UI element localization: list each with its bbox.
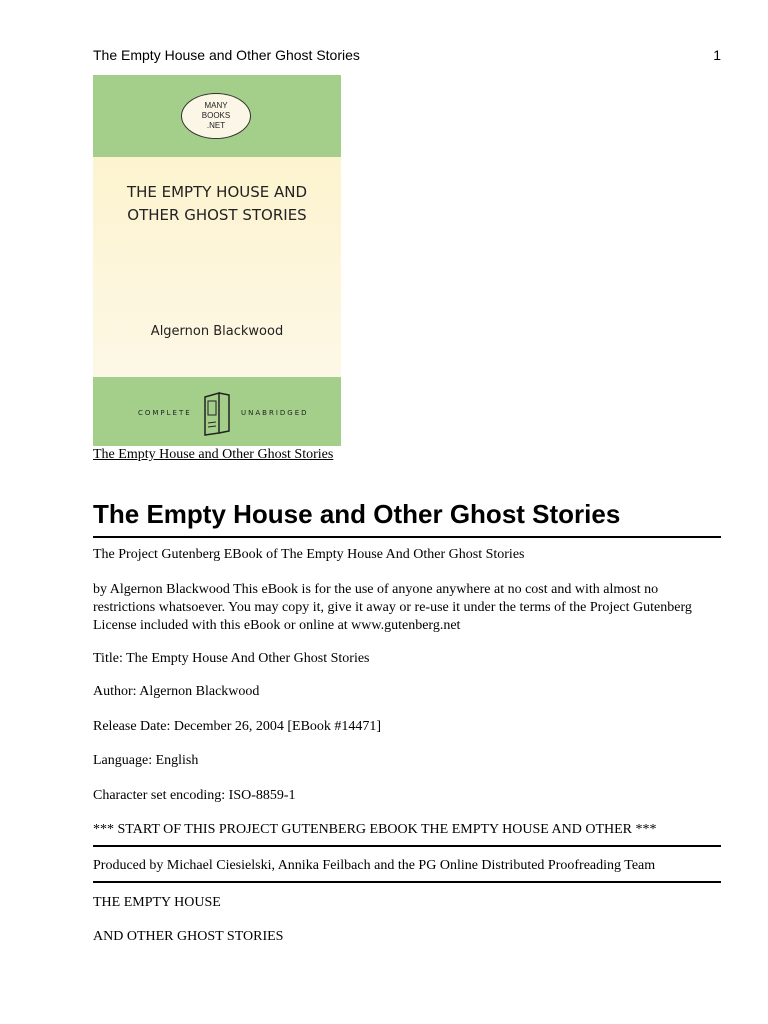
producer-line: Produced by Michael Ciesielski, Annika Feilbach and the PG Online Distributed Proofreading Team: [93, 858, 656, 873]
author-field: Author: Algernon Blackwood: [93, 684, 260, 699]
cover-title: [93, 181, 341, 227]
license-line-3: License included with this eBook or online at www.gutenberg.net: [93, 618, 461, 633]
book-heading-line-1: THE EMPTY HOUSE: [93, 895, 221, 910]
language-field: Language: English: [93, 753, 199, 768]
running-title: The Empty House and Other Ghost Stories: [93, 47, 360, 63]
logo-line-1: MANY: [204, 101, 228, 110]
cover-author: Algernon Blackwood: [150, 324, 284, 339]
title-field: Title: The Empty House And Other Ghost Stories: [93, 651, 370, 666]
start-marker: *** START OF THIS PROJECT GUTENBERG EBOOK THE EMPTY HOUSE AND OTHER ***: [93, 822, 657, 837]
book-heading-line-2: AND OTHER GHOST STORIES: [93, 929, 284, 944]
page-header: [93, 46, 721, 64]
license-paragraph: [93, 581, 721, 635]
separator-rule-2: [93, 881, 721, 883]
release-date-field: Release Date: December 26, 2004 [EBook #14471]: [93, 719, 382, 734]
cover-title-line-1: THE EMPTY HOUSE AND: [126, 183, 308, 201]
license-line-1: by Algernon Blackwood This eBook is for the use of anyone anywhere at no cost and with almost no: [93, 582, 659, 597]
document-title: The Empty House and Other Ghost Stories: [93, 499, 621, 529]
cover-complete-label: COMPLETE: [138, 409, 192, 417]
cover-image[interactable]: [93, 75, 341, 446]
title-rule: [93, 536, 721, 538]
cover-unabridged-label: UNABRIDGED: [241, 409, 309, 417]
intro-paragraph: The Project Gutenberg EBook of The Empty House And Other Ghost Stories: [93, 547, 525, 562]
license-line-2: restrictions whatsoever. You may copy it, give it away or re-use it under the terms of the Project Gutenberg: [93, 600, 692, 615]
logo-line-2: BOOKS: [201, 111, 231, 120]
page-number: 1: [713, 47, 721, 63]
cover-title-line-2: OTHER GHOST STORIES: [127, 206, 307, 224]
manybooks-logo: [181, 93, 251, 139]
cover-caption-link[interactable]: The Empty House and Other Ghost Stories: [93, 447, 334, 462]
logo-line-3: .NET: [206, 121, 226, 130]
book-icon: [201, 389, 233, 437]
separator-rule-1: [93, 845, 721, 847]
encoding-field: Character set encoding: ISO-8859-1: [93, 788, 296, 803]
